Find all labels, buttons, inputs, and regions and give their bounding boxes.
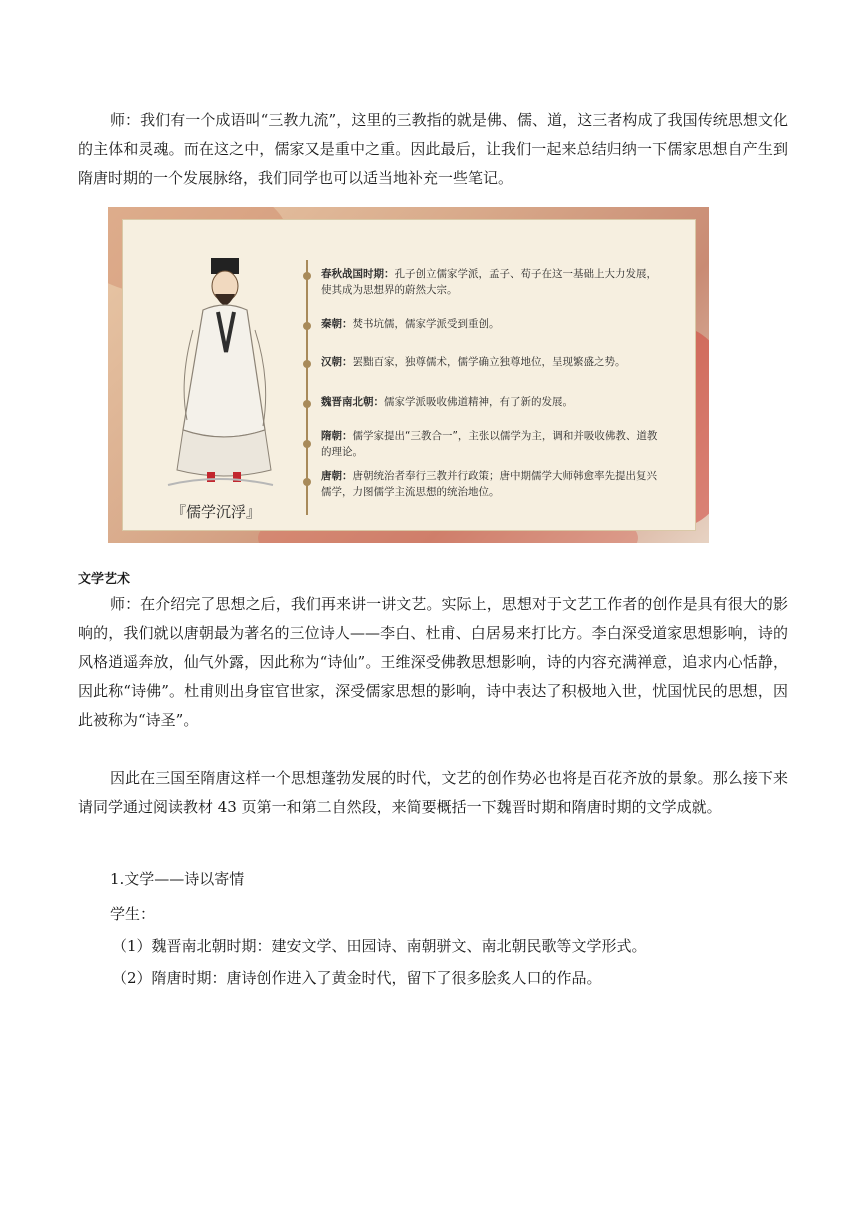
- timeline-entry-qin: 秦朝：焚书坑儒，儒家学派受到重创。: [321, 318, 500, 330]
- figure-caption: 『儒学沉浮』: [171, 503, 262, 521]
- scholar-figure-image: [163, 250, 278, 495]
- list-item: （2）隋唐时期：唐诗创作进入了黄金时代，留下了很多脍炙人口的作品。: [112, 969, 602, 987]
- timeline-axis: [306, 260, 308, 515]
- timeline-dot: [303, 478, 311, 486]
- prosper-paragraph: 因此在三国至隋唐这样一个思想蓬勃发展的时代，文艺的创作势必也将是百花齐放的景象。那么接下来请同学通过阅读教材 43 页第一和第二自然段，来简要概括一下魏晋时期和隋唐时期的文学成就。: [78, 769, 788, 816]
- timeline-dot: [303, 440, 311, 448]
- timeline-entry-sui: 隋朝：儒学家提出“三教合一”，主张以儒学为主，调和并吸收佛教、道教的理论。: [321, 430, 658, 458]
- student-label: 学生：: [110, 905, 156, 923]
- timeline-dot: [303, 360, 311, 368]
- intro-paragraph: 师：我们有一个成语叫“三教九流”，这里的三教指的就是佛、儒、道，这三者构成了我国传统思想文化的主体和灵魂。而在这之中，儒家又是重中之重。因此最后，让我们一起来总结归纳一下儒家思想自产生到隋唐时期的一个发展脉络，我们同学也可以适当地补充一些笔记。: [78, 111, 788, 187]
- timeline-entry-han: 汉朝：罢黜百家，独尊儒术，儒学确立独尊地位，呈现繁盛之势。: [321, 356, 626, 368]
- literature-heading: 1.文学——诗以寄情: [110, 870, 245, 888]
- timeline-panel: [122, 219, 696, 531]
- arts-paragraph: 师：在介绍完了思想之后，我们再来讲一讲文艺。实际上，思想对于文艺工作者的创作是具有很大的影响的，我们就以唐朝最为著名的三位诗人——李白、杜甫、白居易来打比方。李白深受道家思想影响，诗的风格逍遥奔放，仙气外露，因此称为“诗仙”。王维深受佛教思想影响，诗的内容充满禅意，追求内心恬静，因此称“诗佛”。杜甫则出身宦官世家，深受儒家思想的影响，诗中表达了积极地入世，忧国忧民的思想，因此被称为“诗圣”。: [78, 595, 788, 729]
- list-item: （1）魏晋南北朝时期：建安文学、田园诗、南朝骈文、南北朝民歌等文学形式。: [112, 937, 647, 955]
- timeline-entry-spring-autumn: 春秋战国时期：孔子创立儒家学派，孟子、荀子在这一基础上大力发展，使其成为思想界的蔚然大宗。: [321, 268, 657, 296]
- section-title: 文学艺术: [78, 572, 131, 587]
- timeline-entry-tang: 唐朝：唐朝统治者奉行三教并行政策；唐中期儒学大师韩愈率先提出复兴儒学，力图儒学主流思想的统治地位。: [321, 470, 657, 498]
- timeline-entry-wei-jin: 魏晋南北朝：儒家学派吸收佛道精神，有了新的发展。: [321, 396, 573, 408]
- timeline-dot: [303, 322, 311, 330]
- confucianism-timeline-illustration: [108, 207, 709, 543]
- timeline-dot: [303, 272, 311, 280]
- timeline-dot: [303, 400, 311, 408]
